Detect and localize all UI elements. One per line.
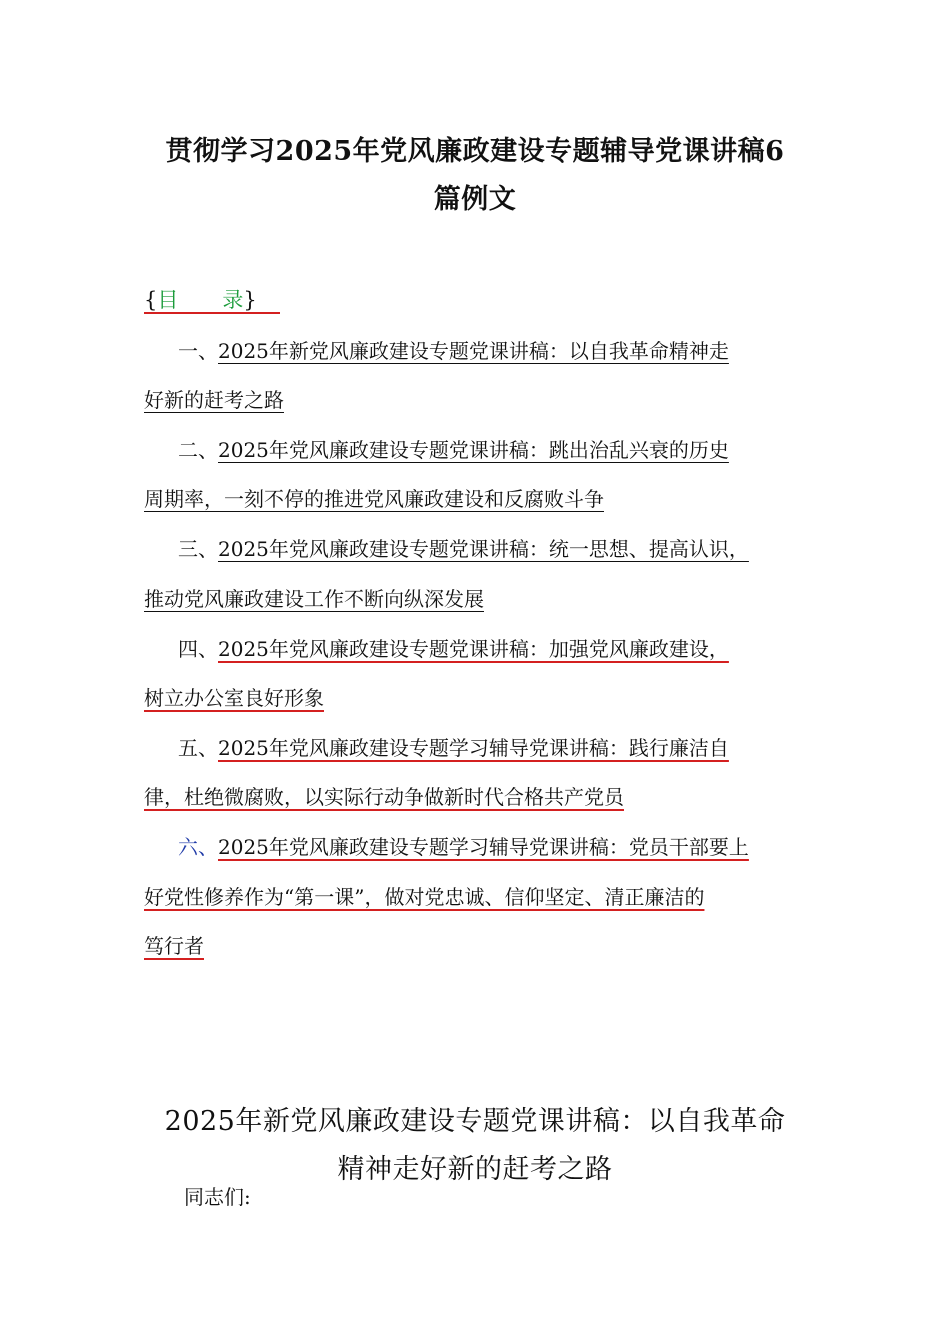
toc-entry-6-line-2[interactable]: 好党性修养作为“第一课”，做对党忠诚、信仰坚定、清正廉洁的 bbox=[144, 885, 705, 909]
toc-entry-6-number: 六、 bbox=[178, 835, 218, 859]
toc-entry-5-line-2[interactable]: 律，杜绝微腐败，以实际行动争做新时代合格共产党员 bbox=[144, 785, 624, 809]
document-title bbox=[120, 128, 830, 224]
toc-open-brace: { bbox=[144, 288, 158, 312]
document-title-line-2: 篇例文 bbox=[433, 184, 517, 215]
greeting: 同志们: bbox=[184, 1185, 251, 1209]
toc-entry-2-line-2[interactable]: 周期率，一刻不停的推进党风廉政建设和反腐败斗争 bbox=[144, 487, 604, 511]
toc-entry-2-line-1[interactable]: 二、2025年党风廉政建设专题党课讲稿：跳出治乱兴衰的历史 bbox=[178, 435, 729, 465]
toc-heading bbox=[144, 284, 280, 314]
toc-close-brace: } bbox=[243, 288, 257, 312]
section-1-title-line-1: 2025年新党风廉政建设专题党课讲稿：以自我革命 bbox=[164, 1106, 786, 1137]
toc-entry-1-number: 一、 bbox=[178, 339, 218, 363]
toc-entry-2-number: 二、 bbox=[178, 438, 218, 462]
toc-entry-5-number: 五、 bbox=[178, 736, 218, 760]
toc-entry-6-line-3[interactable]: 笃行者 bbox=[144, 934, 204, 958]
toc-entry-1-line-2[interactable]: 好新的赶考之路 bbox=[144, 388, 284, 412]
document-title-line-1: 贯彻学习2025年党风廉政建设专题辅导党课讲稿6 bbox=[165, 136, 785, 167]
toc-entry-1-line-1[interactable]: 一、2025年新党风廉政建设专题党课讲稿：以自我革命精神走 bbox=[178, 336, 729, 366]
toc-entry-3-line-2[interactable]: 推动党风廉政建设工作不断向纵深发展 bbox=[144, 587, 484, 611]
toc-entry-3-line-1[interactable]: 三、2025年党风廉政建设专题党课讲稿：统一思想、提高认识， bbox=[178, 534, 749, 564]
toc-label-lu: 录 bbox=[222, 288, 244, 312]
toc-entry-4-line-2[interactable]: 树立办公室良好形象 bbox=[144, 686, 324, 710]
toc-entry-4-line-1[interactable]: 四、2025年党风廉政建设专题党课讲稿：加强党风廉政建设， bbox=[178, 634, 729, 664]
toc-entry-6-line-1[interactable]: 六、2025年党风廉政建设专题学习辅导党课讲稿：党员干部要上 bbox=[178, 832, 749, 862]
toc-entry-5-line-1[interactable]: 五、2025年党风廉政建设专题学习辅导党课讲稿：践行廉洁自 bbox=[178, 733, 729, 763]
toc-label-mu: 目 bbox=[157, 288, 179, 312]
section-1-title-line-2: 精神走好新的赶考之路 bbox=[337, 1154, 613, 1185]
section-1-title bbox=[120, 1098, 830, 1194]
toc-entry-4-number: 四、 bbox=[178, 637, 218, 661]
toc-entry-3-number: 三、 bbox=[178, 537, 218, 561]
